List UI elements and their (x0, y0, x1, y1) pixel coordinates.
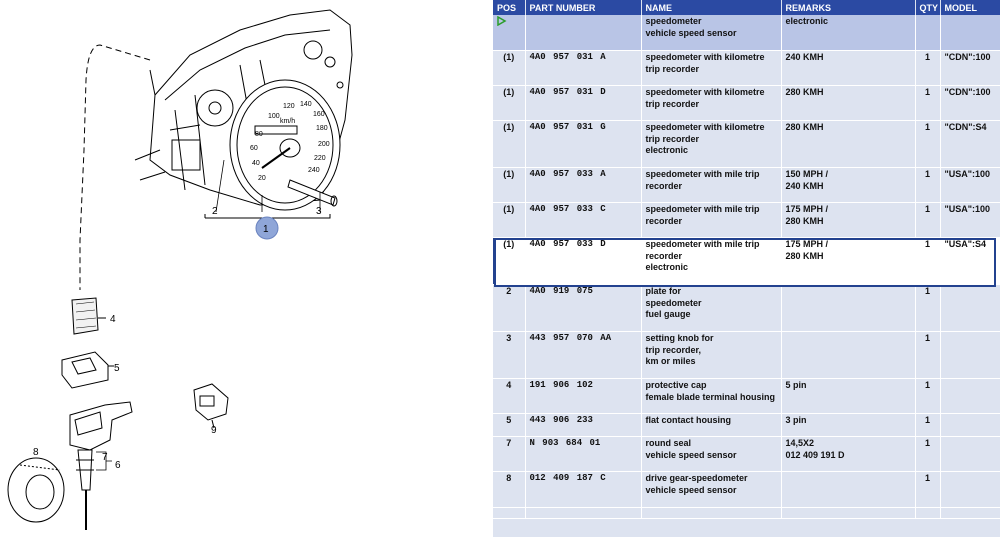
gauge-label: 200 (318, 141, 330, 148)
model-cell (940, 379, 1000, 414)
part-number-cell: 4A0 957 033 C (525, 203, 641, 238)
part-number-cell: 4A0 957 031 A (525, 51, 641, 86)
qty-cell: 1 (915, 285, 940, 332)
remarks-cell: 3 pin (781, 414, 915, 437)
part-number-cell: 4A0 919 075 (525, 285, 641, 332)
remarks-cell: 175 MPH / 280 KMH (781, 238, 915, 285)
gauge-label: 220 (314, 155, 326, 162)
protective-cap-part (72, 298, 106, 334)
qty-cell: 1 (915, 379, 940, 414)
gauge-label: 80 (255, 131, 263, 138)
gauge-label: 100 (268, 113, 280, 120)
model-cell: "USA":S4 (940, 238, 1000, 285)
name-cell: protective cap female blade terminal housing (641, 379, 781, 414)
qty-cell: 1 (915, 414, 940, 437)
parts-diagram (0, 0, 490, 537)
name-cell: speedometer with mile trip recorder (641, 168, 781, 203)
table-row[interactable] (493, 379, 1000, 414)
model-cell (940, 414, 1000, 437)
pos-cell: (1) (493, 168, 525, 203)
remarks-cell: 240 KMH (781, 51, 915, 86)
callout-label-6: 6 (115, 460, 121, 471)
table-row[interactable] (493, 414, 1000, 437)
model-cell: "CDN":100 (940, 51, 1000, 86)
part-number-cell: 4A0 957 033 D (525, 238, 641, 285)
part-number-cell: 4A0 957 031 D (525, 86, 641, 121)
callout-label-7: 7 (102, 452, 108, 463)
model-cell: "CDN":S4 (940, 121, 1000, 168)
qty-cell: 1 (915, 332, 940, 379)
remarks-cell: 175 MPH / 280 KMH (781, 203, 915, 238)
col-qty[interactable]: QTY (915, 0, 940, 15)
callout-label-2: 2 (212, 206, 218, 217)
part-number-cell: N 903 684 01 (525, 437, 641, 472)
col-model[interactable]: MODEL (940, 0, 1000, 15)
parts-table-panel (493, 0, 1000, 537)
table-row[interactable] (493, 51, 1000, 86)
name-cell: setting knob for trip recorder, km or miles (641, 332, 781, 379)
table-header-row (493, 0, 1000, 15)
group-header-row[interactable] (493, 15, 1000, 51)
qty-cell: 1 (915, 238, 940, 285)
pos-cell: (1) (493, 51, 525, 86)
callout-label-1: 1 (263, 224, 269, 235)
group-remarks: electronic (781, 15, 915, 51)
name-cell: plate for speedometer fuel gauge (641, 285, 781, 332)
table-row[interactable] (493, 121, 1000, 168)
diagram-svg (0, 0, 490, 537)
name-cell: flat contact housing (641, 414, 781, 437)
qty-cell: 1 (915, 437, 940, 472)
name-cell: drive gear-speedometer vehicle speed sensor (641, 472, 781, 519)
table-row[interactable] (493, 332, 1000, 379)
table-row[interactable] (493, 472, 1000, 519)
col-pos[interactable]: POS (493, 0, 525, 15)
name-cell: speedometer with mile trip recorder electronic (641, 238, 781, 285)
name-cell: speedometer with kilometre trip recorder (641, 51, 781, 86)
table-row-selected[interactable] (493, 238, 1000, 285)
callout-label-5: 5 (114, 363, 120, 374)
name-cell: speedometer with mile trip recorder (641, 203, 781, 238)
pos-cell: 3 (493, 332, 525, 379)
table-row[interactable] (493, 86, 1000, 121)
model-cell (940, 285, 1000, 332)
col-part-number[interactable]: PART NUMBER (525, 0, 641, 15)
pos-cell: 7 (493, 437, 525, 472)
pos-cell: 5 (493, 414, 525, 437)
play-cell[interactable] (493, 15, 525, 51)
table-row[interactable] (493, 437, 1000, 472)
part-number-cell: 4A0 957 031 G (525, 121, 641, 168)
table-row[interactable] (493, 285, 1000, 332)
remarks-cell (781, 332, 915, 379)
part-number-cell: 4A0 957 033 A (525, 168, 641, 203)
model-cell: "USA":100 (940, 168, 1000, 203)
table-row[interactable] (493, 203, 1000, 238)
pos-cell: (1) (493, 86, 525, 121)
gauge-label: 180 (316, 125, 328, 132)
callout-label-9: 9 (211, 425, 217, 436)
speedometer-cable (80, 45, 150, 290)
callout-label-8: 8 (33, 447, 39, 458)
qty-cell: 1 (915, 86, 940, 121)
connector-part (194, 384, 228, 428)
drive-gear-part (8, 458, 64, 522)
remarks-cell (781, 472, 915, 519)
model-cell: "USA":100 (940, 203, 1000, 238)
part-number-cell: 443 906 233 (525, 414, 641, 437)
model-cell (940, 472, 1000, 519)
part-number-cell: 191 906 102 (525, 379, 641, 414)
pos-cell: (1) (493, 203, 525, 238)
remarks-cell (781, 285, 915, 332)
model-cell (940, 437, 1000, 472)
gauge-label: km/h (280, 118, 296, 125)
part-number-cell: 012 409 187 C (525, 472, 641, 519)
col-name[interactable]: NAME (641, 0, 781, 15)
qty-cell: 1 (915, 121, 940, 168)
pos-cell: 4 (493, 379, 525, 414)
remarks-cell: 280 KMH (781, 86, 915, 121)
flat-contact-housing-part (62, 352, 114, 388)
remarks-cell: 280 KMH (781, 121, 915, 168)
pos-cell: (1) (493, 121, 525, 168)
gauge-label: 60 (250, 145, 258, 152)
pos-cell: 8 (493, 472, 525, 519)
col-remarks[interactable]: REMARKS (781, 0, 915, 15)
callout-label-4: 4 (110, 314, 116, 325)
table-row[interactable] (493, 168, 1000, 203)
pos-cell: 2 (493, 285, 525, 332)
model-cell: "CDN":100 (940, 86, 1000, 121)
name-cell: round seal vehicle speed sensor (641, 437, 781, 472)
parts-table (493, 0, 1000, 519)
model-cell (940, 332, 1000, 379)
gauge-label: 40 (252, 160, 260, 167)
name-cell: speedometer with kilometre trip recorder electronic (641, 121, 781, 168)
qty-cell: 1 (915, 51, 940, 86)
qty-cell: 1 (915, 472, 940, 519)
name-cell: speedometer with kilometre trip recorder (641, 86, 781, 121)
play-icon[interactable] (497, 16, 507, 26)
callout-label-3: 3 (316, 206, 322, 217)
remarks-cell: 5 pin (781, 379, 915, 414)
gauge-label: 240 (308, 167, 320, 174)
gauge-label: 120 (283, 103, 295, 110)
pos-cell: (1) (493, 238, 525, 285)
gauge-label: 160 (313, 111, 325, 118)
qty-cell: 1 (915, 168, 940, 203)
group-name: speedometer vehicle speed sensor (641, 15, 781, 51)
gauge-label: 140 (300, 101, 312, 108)
remarks-cell: 14,5X2 012 409 191 D (781, 437, 915, 472)
remarks-cell: 150 MPH / 240 KMH (781, 168, 915, 203)
part-number-cell: 443 957 070 AA (525, 332, 641, 379)
qty-cell: 1 (915, 203, 940, 238)
vehicle-speed-sensor-part (70, 402, 132, 530)
gauge-label: 20 (258, 175, 266, 182)
